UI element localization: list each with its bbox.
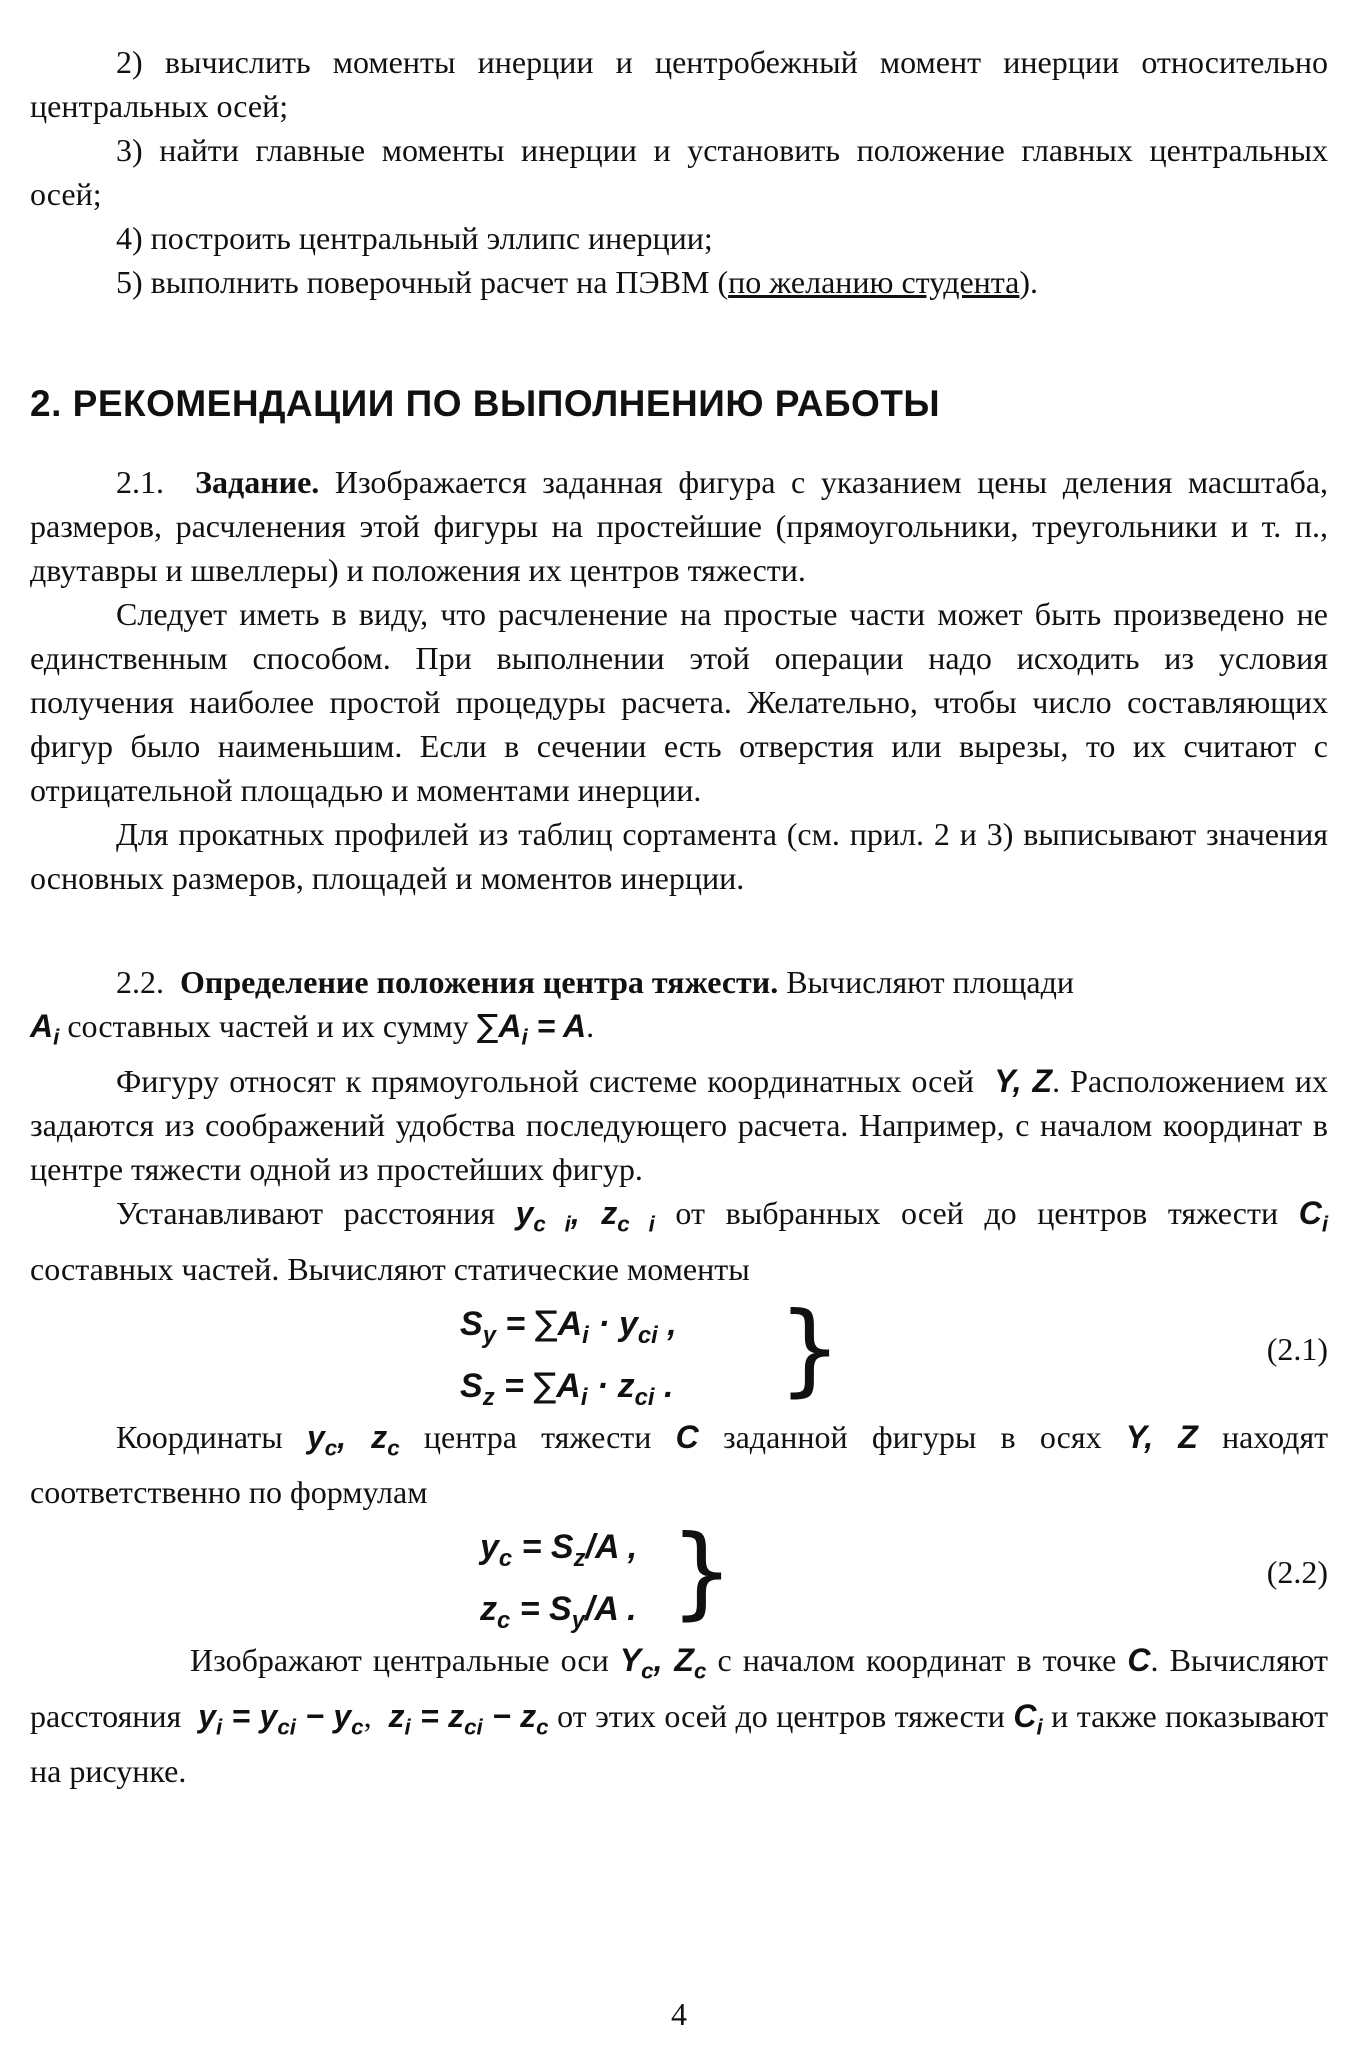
section-2-1-paragraph-1 — [30, 460, 1328, 592]
section-2-2-title: Определение положения центра тяжести. — [180, 964, 779, 1000]
text-run: от этих осей до центров тяжести — [557, 1697, 1005, 1734]
text-run: от выбранных осей до центров тяжести — [675, 1195, 1279, 1232]
list-item-5-end: ). — [1019, 264, 1039, 300]
equation-2-1-brace: } — [778, 1289, 842, 1407]
section-2-1-title: Задание. — [195, 464, 320, 500]
equation-2-2-lines: $y_c = S_z/A$ , $z_c = S_y/A$ . — [480, 1528, 638, 1634]
math-yi-formula: $y_i = y_{ci} - y_c$ — [198, 1697, 364, 1739]
text-run: и также показывают на рисунке. — [30, 1697, 1329, 1789]
math-C: C — [1127, 1642, 1151, 1679]
section-2-1-number: 2.1. — [116, 464, 164, 500]
math-axes-YZ: Y, Z — [1125, 1418, 1198, 1455]
section-2-2-paragraph-5: Изображают центральные оси $Y_c$, $Z_c$ с началом координат в точке C. Вычисляют расстояния $y_i = y_{ci} - y_c$, $z_i = z_{ci} - z_c$ от этих осей до центров тяжести $C_i$ и также показывают на рисунке. — [30, 1642, 1329, 1789]
text-run: Изображают центральные оси — [190, 1642, 609, 1679]
list-item-5 — [30, 260, 1328, 304]
math-Yc-Zc: $Y_c$, $Z_c$ — [619, 1642, 707, 1684]
section-2-1-text: Изображается заданная фигура с указанием цены деления масштаба, размеров, расчленения этой фигуры на простейшие (прямоугольники, треугольники и т. п., двутавры и швеллеры) и положения их центров тяжести. — [30, 464, 1329, 588]
section-heading: 2. РЕКОМЕНДАЦИИ ПО ВЫПОЛНЕНИЮ РАБОТЫ — [30, 383, 941, 424]
text-run: составных частей и их сумму — [67, 1008, 469, 1044]
equation-2-1-lines: $S_y = \sum A_i \cdot y_{ci}$ , $S_z = \sum A_i \cdot z_{ci}$ . — [460, 1303, 677, 1411]
math-Ai: $A_i$ — [30, 1008, 60, 1050]
math-Ci: $C_i$ — [1298, 1195, 1329, 1237]
section-2-2-number: 2.2. — [116, 964, 164, 1000]
list-item-5-underlined: по желанию студента — [728, 264, 1020, 300]
equation-2-2-number: (2.2) — [1266, 1554, 1328, 1591]
equation-2-1-number: (2.1) — [1266, 1330, 1328, 1367]
list-item-2: 2) вычислить моменты инерции и центробежный момент инерции относительно центральных осей; — [30, 44, 1328, 124]
equation-2-2 — [30, 1513, 1328, 1634]
text-run: Вычисляют расстояния — [30, 1642, 1328, 1734]
text-run: Координаты — [116, 1418, 283, 1455]
text-run: составных частей. Вычисляют статические моменты — [30, 1250, 750, 1287]
section-2-2-paragraph-4 — [30, 1415, 1328, 1514]
list-item-5-text: 5) выполнить поверочный расчет на ПЭВМ ( — [116, 264, 729, 300]
text-run: с началом координат в точке — [717, 1642, 1117, 1679]
math-Ci: $C_i$ — [1013, 1697, 1043, 1739]
text-run: центра тяжести — [423, 1418, 652, 1455]
section-2-2-paragraph-2: Фигуру относят к прямоугольной системе координатных осей Y, Z. Расположением их задаются из соображений удобства последующего расчета. Например, с началом координат в центре тяжести одной из простейших фигур. — [30, 1063, 1329, 1188]
math-sum-area: $\sum A_i = A$ — [476, 1007, 587, 1050]
text-run: Устанавливают расстояния — [116, 1195, 495, 1232]
math-yci-zci: $y_{c i}$, $z_{c i}$ — [515, 1195, 655, 1237]
math-C: C — [675, 1418, 699, 1455]
section-2-1-paragraph-3: Для прокатных профилей из таблиц сортамента (см. прил. 2 и 3) выписывают значения основных размеров, площадей и моментов инерции. — [30, 816, 1328, 896]
section-2-2-paragraph-1: 2.2. Определение положения центра тяжести. Вычисляют площади $A_i$ составных частей и их сумму $\sum A_i = A$. — [30, 964, 1074, 1050]
list-item-4: 4) построить центральный эллипс инерции; — [116, 220, 713, 256]
text-run: находят соответственно по формулам — [30, 1418, 1329, 1511]
section-2-2-paragraph-3 — [30, 1191, 1328, 1290]
equation-2-2-brace: } — [670, 1513, 734, 1631]
text-run: Фигуру относят к прямоугольной системе координатных осей — [116, 1063, 975, 1100]
text-run: Расположением их задаются из соображений удобства последующего расчета. Например, с началом координат в центре тяжести одной из простейших фигур. — [30, 1063, 1329, 1188]
text-run: заданной фигуры в осях — [722, 1418, 1102, 1455]
text-run: Вычисляют площади — [786, 964, 1074, 1000]
math-yc-zc: $y_c$, $z_c$ — [306, 1418, 400, 1461]
list-item-3: 3) найти главные моменты инерции и установить положение главных центральных осей; — [30, 132, 1328, 212]
equation-2-1 — [30, 1289, 1328, 1411]
math-axes-YZ: Y, Z — [994, 1063, 1053, 1100]
page-number: 4 — [671, 1996, 687, 2032]
math-zi-formula: $z_i = z_{ci} - z_c$ — [388, 1697, 549, 1739]
section-2-1-paragraph-2: Следует иметь в виду, что расчленение на простые части может быть произведено не единственным способом. При выполнении этой операции надо исходить из условия получения наиболее простой процедуры расчета. Желательно, чтобы число составляющих фигур было наименьшим. Если в сечении есть отверстия или вырезы, то их считают с отрицательной площадью и моментами инерции. — [30, 596, 1328, 808]
